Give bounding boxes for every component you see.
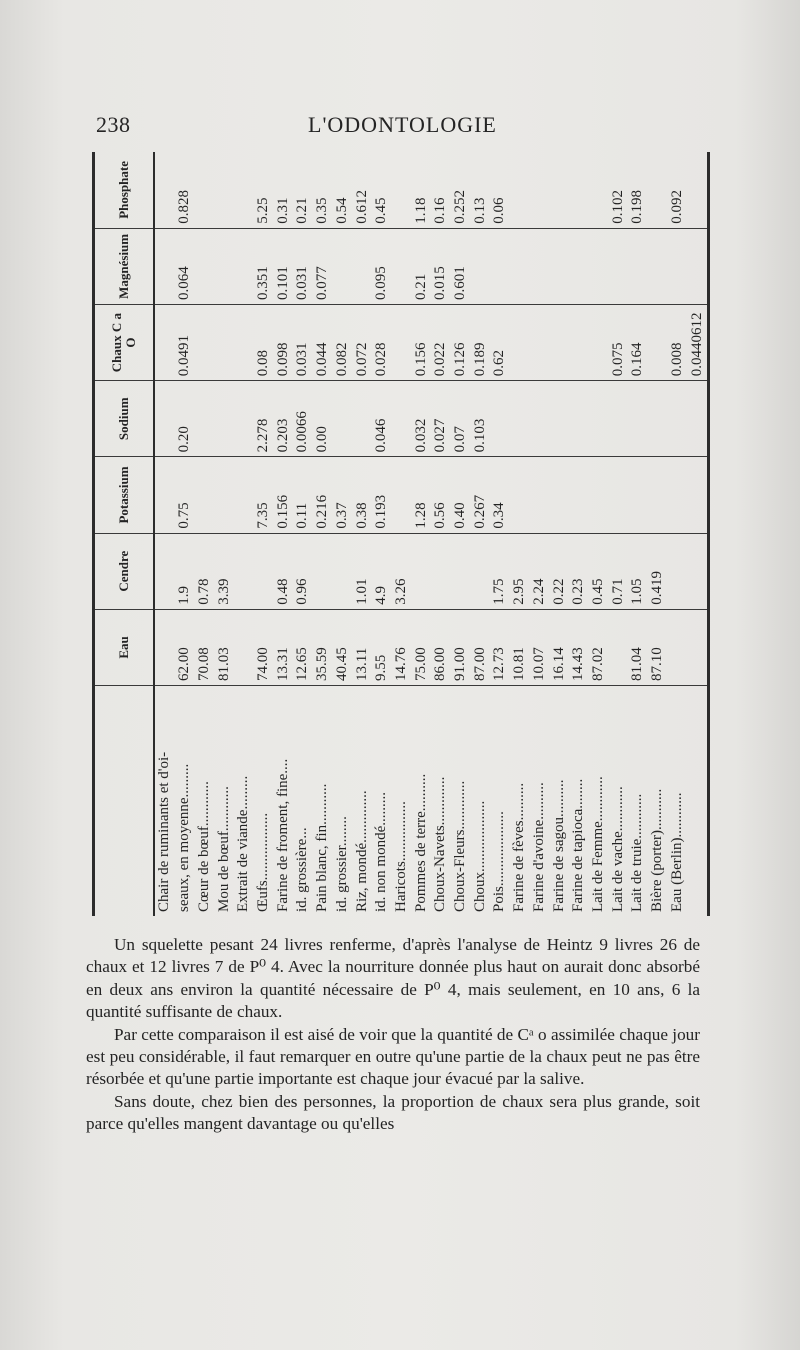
- value-cell: [471, 228, 491, 304]
- value-cell: [234, 304, 254, 380]
- value-cell: 0.101: [274, 228, 294, 304]
- value-cell: [668, 533, 688, 609]
- value-cell: 0.028: [372, 304, 392, 380]
- value-cell: [608, 609, 628, 685]
- value-cell: [490, 228, 510, 304]
- value-cell: 0.075: [608, 304, 628, 380]
- value-cell: 16.14: [549, 609, 569, 685]
- value-cell: [648, 228, 668, 304]
- food-name-cell: Farine d'avoine..........: [530, 686, 550, 917]
- value-cell: [510, 152, 530, 228]
- value-cell: 91.00: [451, 609, 471, 685]
- value-cell: 0.38: [352, 457, 372, 533]
- value-cell: [234, 457, 254, 533]
- value-cell: [510, 457, 530, 533]
- value-cell: [648, 457, 668, 533]
- value-cell: 2.24: [530, 533, 550, 609]
- value-cell: [569, 152, 589, 228]
- value-cell: [668, 457, 688, 533]
- food-name-cell: Farine de froment, fine....: [274, 686, 294, 917]
- food-name-cell: Lait de truie............: [628, 686, 648, 917]
- value-cell: 1.05: [628, 533, 648, 609]
- value-cell: 0.13: [471, 197, 488, 224]
- value-cell: [195, 304, 215, 380]
- column-header: Cendre: [95, 533, 154, 609]
- value-cell: [530, 457, 550, 533]
- value-cell: [392, 457, 412, 533]
- value-cell: [549, 457, 569, 533]
- value-cell: [154, 533, 175, 609]
- table-row: [471, 152, 491, 916]
- food-name-cell: id. grossier........: [333, 686, 353, 917]
- value-cell: 12.65: [293, 609, 313, 685]
- value-cell: 0.082: [333, 304, 353, 380]
- value-cell: [569, 304, 589, 380]
- value-cell: [154, 609, 175, 685]
- value-cell: [549, 152, 569, 228]
- value-cell: 0.031: [293, 304, 313, 380]
- value-cell: [154, 228, 175, 304]
- value-cell: [608, 381, 628, 457]
- value-cell: 87.02: [589, 609, 609, 685]
- value-cell: [333, 533, 353, 609]
- value-cell: 1.75: [490, 533, 510, 609]
- value-cell: [392, 228, 412, 304]
- food-name-cell: Œufs..................: [254, 686, 274, 917]
- value-cell: 0.75: [175, 457, 195, 533]
- value-cell: 0.103: [471, 381, 491, 457]
- food-name-cell: id. grossière...: [293, 686, 313, 917]
- value-cell: [687, 609, 707, 685]
- food-name-cell: Choux-Navets.............: [431, 686, 451, 917]
- value-cell: [687, 533, 707, 609]
- value-cell: [234, 152, 254, 228]
- value-cell: [154, 152, 175, 228]
- value-cell: [589, 457, 609, 533]
- value-cell: [214, 228, 234, 304]
- value-cell: 0.008: [668, 304, 688, 380]
- value-cell: 0.71: [608, 533, 628, 609]
- food-name-cell: Mou de bœuf............: [214, 686, 234, 917]
- food-name-cell: id. non mondé.........: [372, 686, 392, 917]
- value-cell: 0.54: [333, 197, 350, 224]
- value-cell: 40.45: [333, 609, 353, 685]
- value-cell: [589, 304, 609, 380]
- value-cell: 0.0491: [175, 304, 195, 380]
- food-name-cell: Choux-Fleurs.............: [451, 686, 471, 917]
- value-cell: 0.45: [373, 197, 390, 224]
- value-cell: 75.00: [411, 609, 431, 685]
- value-cell: 10.07: [530, 609, 550, 685]
- food-name-cell: Pommes de terre..........: [411, 686, 431, 917]
- value-cell: [589, 152, 609, 228]
- value-cell: 0.48: [274, 533, 294, 609]
- value-cell: [569, 457, 589, 533]
- value-cell: 0.031: [293, 228, 313, 304]
- table-row: [274, 152, 294, 916]
- table-row: [648, 152, 668, 916]
- value-cell: [608, 457, 628, 533]
- value-cell: [214, 381, 234, 457]
- value-cell: [234, 533, 254, 609]
- food-name-cell: Farine de fèves..........: [510, 686, 530, 917]
- value-cell: 0.102: [609, 190, 626, 224]
- column-header: Sodium: [95, 381, 154, 457]
- value-cell: [392, 152, 412, 228]
- value-cell: 0.027: [431, 381, 451, 457]
- value-cell: [471, 533, 491, 609]
- table-row: [175, 152, 195, 916]
- value-cell: 0.267: [471, 457, 491, 533]
- value-cell: [254, 533, 274, 609]
- value-cell: [392, 381, 412, 457]
- value-cell: [530, 304, 550, 380]
- value-cell: 0.828: [176, 190, 193, 224]
- value-cell: 81.04: [628, 609, 648, 685]
- value-cell: 0.56: [431, 457, 451, 533]
- food-name-cell: Choux...................: [471, 686, 491, 917]
- value-cell: [687, 381, 707, 457]
- value-cell: 0.31: [274, 197, 291, 224]
- value-cell: [431, 533, 451, 609]
- value-cell: [530, 152, 550, 228]
- value-cell: [668, 228, 688, 304]
- table-row: [214, 152, 234, 916]
- value-cell: [569, 228, 589, 304]
- value-cell: 0.203: [274, 381, 294, 457]
- value-cell: 0.07: [451, 381, 471, 457]
- value-cell: [214, 457, 234, 533]
- value-cell: 0.40: [451, 457, 471, 533]
- table-row: [668, 152, 688, 916]
- value-cell: 0.612: [353, 190, 370, 224]
- food-name-cell: Haricots................: [392, 686, 412, 917]
- paragraph-3: Sans doute, chez bien des personnes, la proportion de chaux sera plus grande, soit parce qu'elles mangent davantage ou qu'elles: [86, 1091, 700, 1134]
- value-cell: 0.08: [254, 304, 274, 380]
- value-cell: [510, 381, 530, 457]
- value-cell: [392, 304, 412, 380]
- value-cell: [510, 304, 530, 380]
- value-cell: 3.39: [214, 533, 234, 609]
- value-cell: 0.20: [175, 381, 195, 457]
- value-cell: [668, 381, 688, 457]
- table-row: [313, 152, 333, 916]
- value-cell: [451, 533, 471, 609]
- body-text: [86, 934, 700, 1136]
- food-name-cell: Lait de vache............: [608, 686, 628, 917]
- value-cell: 0.046: [372, 381, 392, 457]
- table-row: [569, 152, 589, 916]
- column-header: Phosphate: [95, 152, 154, 228]
- composition-table: [92, 152, 710, 916]
- value-cell: 1.9: [175, 533, 195, 609]
- data-table: [95, 152, 707, 916]
- table-row: [372, 152, 392, 916]
- food-name-cell: Pain blanc, fin...........: [313, 686, 333, 917]
- value-cell: [234, 381, 254, 457]
- value-cell: 86.00: [431, 609, 451, 685]
- value-cell: [687, 457, 707, 533]
- value-cell: 62.00: [175, 609, 195, 685]
- value-cell: [214, 152, 234, 228]
- value-cell: [154, 304, 175, 380]
- value-cell: [648, 152, 668, 228]
- value-cell: 0.189: [471, 304, 491, 380]
- value-cell: 0.064: [175, 228, 195, 304]
- value-cell: [234, 228, 254, 304]
- value-cell: 0.095: [372, 228, 392, 304]
- value-cell: 0.156: [274, 457, 294, 533]
- value-cell: 0.22: [549, 533, 569, 609]
- food-name-cell: Pois....................: [490, 686, 510, 917]
- table-body: [154, 152, 707, 916]
- value-cell: [530, 228, 550, 304]
- value-cell: [648, 304, 668, 380]
- value-cell: 70.08: [195, 609, 215, 685]
- value-cell: 5.25: [255, 197, 272, 224]
- page-number: 238: [96, 112, 131, 137]
- value-cell: 74.00: [254, 609, 274, 685]
- food-name-cell: Eau (Berlin)............: [668, 686, 688, 917]
- table-header-row: [95, 152, 154, 916]
- rotated-table-area: [92, 152, 710, 916]
- table-row: [234, 152, 254, 916]
- value-cell: [628, 457, 648, 533]
- table-row: [392, 152, 412, 916]
- value-cell: 0.419: [648, 533, 668, 609]
- value-cell: 12.73: [490, 609, 510, 685]
- value-cell: [589, 228, 609, 304]
- food-name-cell: Lait de Femme............: [589, 686, 609, 917]
- value-cell: [589, 381, 609, 457]
- value-cell: 0.022: [431, 304, 451, 380]
- value-cell: [214, 304, 234, 380]
- value-cell: 0.351: [254, 228, 274, 304]
- value-cell: [352, 381, 372, 457]
- value-cell: 0.62: [490, 304, 510, 380]
- value-cell: 0.23: [569, 533, 589, 609]
- value-cell: [154, 381, 175, 457]
- value-cell: 0.193: [372, 457, 392, 533]
- value-cell: 0.072: [352, 304, 372, 380]
- table-row: [195, 152, 215, 916]
- value-cell: 0.0440612: [687, 304, 707, 380]
- value-cell: 0.216: [313, 457, 333, 533]
- value-cell: 0.78: [195, 533, 215, 609]
- value-cell: 1.18: [412, 197, 429, 224]
- table-row: [549, 152, 569, 916]
- value-cell: [530, 381, 550, 457]
- table-row: [687, 152, 707, 916]
- value-cell: [195, 228, 215, 304]
- column-header-food: [95, 686, 154, 917]
- column-header: Chaux C a O: [95, 304, 154, 380]
- table-row: [333, 152, 353, 916]
- value-cell: 0.252: [452, 190, 469, 224]
- value-cell: 0.126: [451, 304, 471, 380]
- value-cell: 0.098: [274, 304, 294, 380]
- value-cell: 9.55: [372, 609, 392, 685]
- value-cell: 2.95: [510, 533, 530, 609]
- value-cell: 0.077: [313, 228, 333, 304]
- table-row: [530, 152, 550, 916]
- food-name-cell: Extrait de viande.........: [234, 686, 254, 917]
- value-cell: 87.00: [471, 609, 491, 685]
- value-cell: 0.34: [490, 457, 510, 533]
- value-cell: 0.45: [589, 533, 609, 609]
- column-header: Eau: [95, 609, 154, 685]
- table-row: [608, 152, 628, 916]
- table-row: [490, 152, 510, 916]
- value-cell: [333, 228, 353, 304]
- value-cell: 0.0066: [293, 381, 313, 457]
- food-name-cell: Chair de ruminants et d'oi-: [154, 686, 175, 917]
- table-row: [431, 152, 451, 916]
- table-row: [589, 152, 609, 916]
- value-cell: [668, 609, 688, 685]
- value-cell: [510, 228, 530, 304]
- value-cell: [687, 152, 707, 228]
- column-header: Potassium: [95, 457, 154, 533]
- value-cell: 0.11: [293, 457, 313, 533]
- value-cell: 0.092: [668, 190, 685, 224]
- value-cell: [333, 381, 353, 457]
- value-cell: [628, 381, 648, 457]
- paragraph-1: Un squelette pesant 24 livres renferme, d'après l'analyse de Heintz 9 livres 26 de chaux et 12 livres 7 de P⁰ 4. Avec la nourriture donnée plus haut on aurait donc absorbé en deux ans environ la quantité nécessaire de P⁰ 4, mais seulement, en 10 ans, 6 la quantité suffisante de chaux.: [86, 935, 700, 1022]
- value-cell: 10.81: [510, 609, 530, 685]
- value-cell: [154, 457, 175, 533]
- value-cell: [195, 381, 215, 457]
- value-cell: 81.03: [214, 609, 234, 685]
- value-cell: [549, 228, 569, 304]
- value-cell: 0.16: [432, 197, 449, 224]
- value-cell: 0.00: [313, 381, 333, 457]
- value-cell: [195, 457, 215, 533]
- value-cell: 0.96: [293, 533, 313, 609]
- value-cell: 13.11: [352, 609, 372, 685]
- value-cell: 14.76: [392, 609, 412, 685]
- value-cell: 0.044: [313, 304, 333, 380]
- value-cell: 0.06: [491, 197, 508, 224]
- value-cell: 0.198: [629, 190, 646, 224]
- running-title: L'ODONTOLOGIE: [308, 112, 497, 137]
- paragraph-2: Par cette comparaison il est aisé de voir que la quantité de Cᵃ o assimilée chaque jour est peu considérable, il faut remarquer en outre qu'une partie de la chaux peut ne pas être résorbée et qu'une partie importante est chaque jour évacué par la salive.: [86, 1024, 700, 1089]
- value-cell: 2.278: [254, 381, 274, 457]
- value-cell: 7.35: [254, 457, 274, 533]
- table-row: [628, 152, 648, 916]
- food-name-cell: Riz, mondé..............: [352, 686, 372, 917]
- value-cell: 0.156: [411, 304, 431, 380]
- table-row: [411, 152, 431, 916]
- food-name-cell: [687, 686, 707, 917]
- column-header: Magnésium: [95, 228, 154, 304]
- value-cell: [352, 228, 372, 304]
- value-cell: 0.164: [628, 304, 648, 380]
- value-cell: [490, 381, 510, 457]
- table-row: [510, 152, 530, 916]
- value-cell: 4.9: [372, 533, 392, 609]
- table-row: [451, 152, 471, 916]
- table-row: [293, 152, 313, 916]
- value-cell: [313, 533, 333, 609]
- food-name-cell: Farine de sagou..........: [549, 686, 569, 917]
- food-name-cell: Farine de tapioca........: [569, 686, 589, 917]
- value-cell: 0.35: [314, 197, 331, 224]
- value-cell: [608, 228, 628, 304]
- food-name-cell: Cœur de bœuf............: [195, 686, 215, 917]
- value-cell: 0.37: [333, 457, 353, 533]
- value-cell: 3.26: [392, 533, 412, 609]
- value-cell: [549, 381, 569, 457]
- value-cell: [234, 609, 254, 685]
- value-cell: 1.01: [352, 533, 372, 609]
- value-cell: 1.28: [411, 457, 431, 533]
- value-cell: [411, 533, 431, 609]
- table-row: [254, 152, 274, 916]
- value-cell: 0.601: [451, 228, 471, 304]
- value-cell: 0.015: [431, 228, 451, 304]
- value-cell: 13.31: [274, 609, 294, 685]
- value-cell: 0.032: [411, 381, 431, 457]
- table-row: [352, 152, 372, 916]
- food-name-cell: Bière (porter)...........: [648, 686, 668, 917]
- value-cell: 0.21: [411, 228, 431, 304]
- value-cell: [648, 381, 668, 457]
- value-cell: [569, 381, 589, 457]
- table-row: [154, 152, 175, 916]
- value-cell: [195, 152, 215, 228]
- value-cell: 35.59: [313, 609, 333, 685]
- value-cell: [687, 228, 707, 304]
- value-cell: [549, 304, 569, 380]
- value-cell: 14.43: [569, 609, 589, 685]
- food-name-cell: seaux, en moyenne.........: [175, 686, 195, 917]
- value-cell: [628, 228, 648, 304]
- value-cell: 0.21: [294, 197, 311, 224]
- page-header: [96, 106, 710, 140]
- value-cell: 87.10: [648, 609, 668, 685]
